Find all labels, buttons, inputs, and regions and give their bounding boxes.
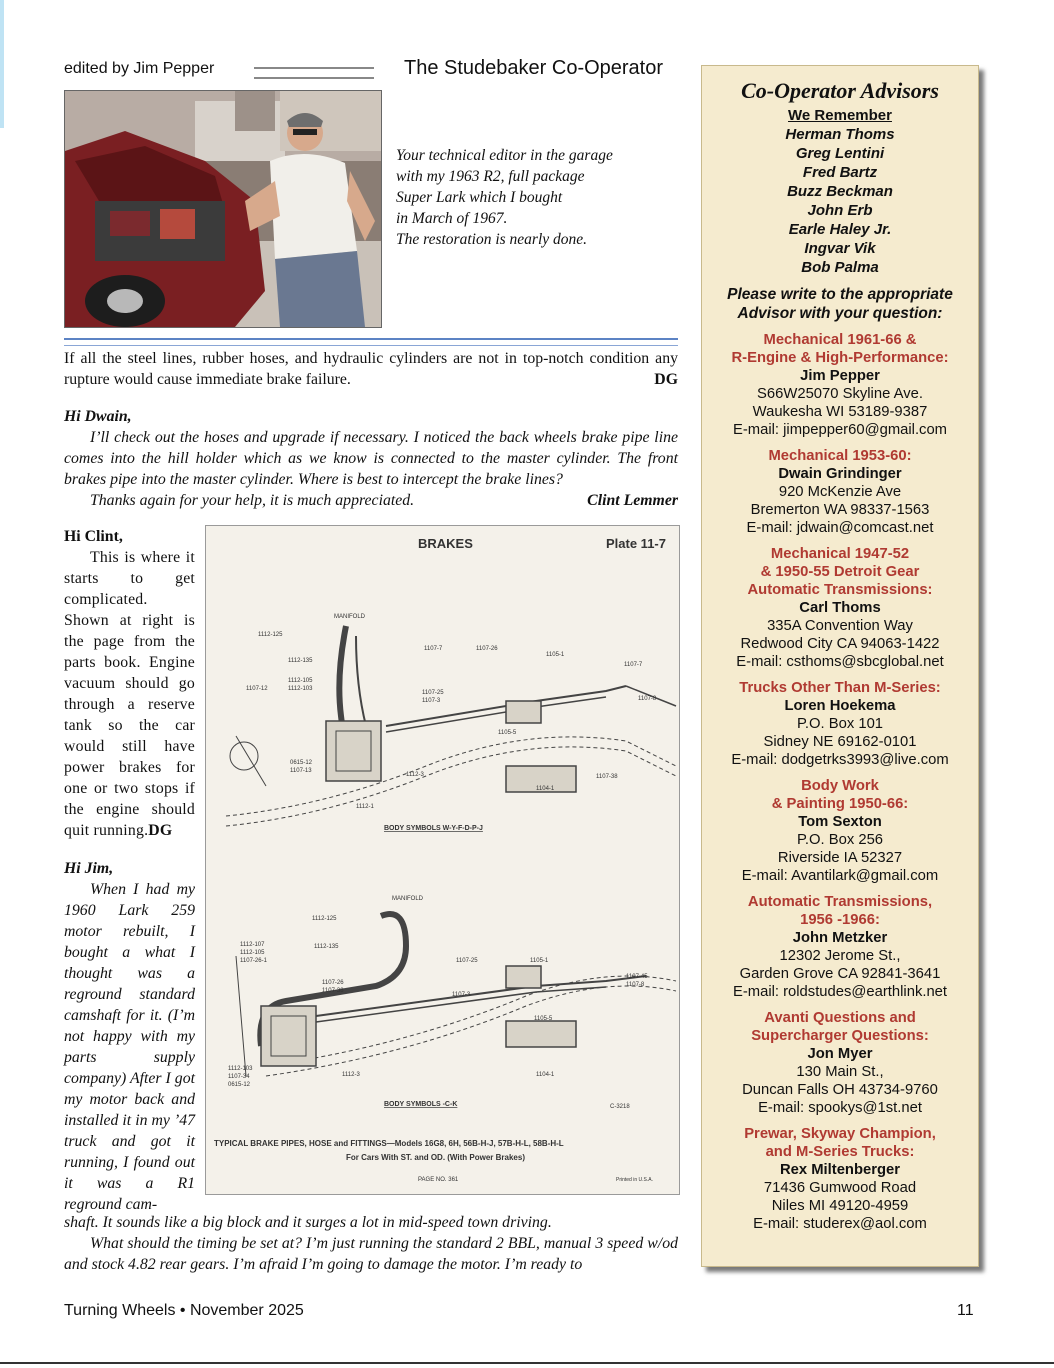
advisor-entry <box>702 331 978 439</box>
please-line: Please write to the appropriate <box>727 286 953 303</box>
advisor-category: and M-Series Trucks: <box>765 1144 915 1160</box>
letter-thanks: Thanks again for your help, it is much appreciated. <box>90 492 415 509</box>
advisor-entry <box>702 545 978 671</box>
advisor-email[interactable]: E-mail: roldstudes@earthlink.net <box>732 984 948 1000</box>
advisor-category: Mechanical 1947-52 <box>770 546 910 562</box>
advisor-entry <box>702 1125 978 1233</box>
part-label: 1105-5 <box>534 1016 553 1022</box>
advisor-address: Bremerton WA 98337-1563 <box>750 502 930 518</box>
letter2-body-2: What should the timing be set at? I’m just running the standard 2 BBL, manual 3 speed w/od and stock 4.82 rear gears. I’m afraid I’m going to damage the motor. I’m ready to <box>64 1235 678 1273</box>
remember-heading: We Remember <box>788 107 892 124</box>
advisor-address: S66W25070 Skyline Ave. <box>757 386 923 402</box>
advisor-address: 130 Main St., <box>796 1064 884 1080</box>
advisor-category: 1956 -1966: <box>800 912 880 928</box>
advisor-category: Supercharger Questions: <box>751 1028 929 1044</box>
body-symbols-bottom: BODY SYMBOLS -C-K <box>384 1101 458 1108</box>
letter2-body-narrow: When I had my 1960 Lark 259 motor rebuilt, I bought a what I thought was a reground standard camshaft for it. (I’m not happy with my parts supply company) After I got my motor back and installed it in my ’47 truck and got it running, I found out it was a R1 reground cam- <box>64 881 195 1213</box>
advisor-address: Waukesha WI 53189-9387 <box>752 404 928 420</box>
part-label: 1112-135 <box>314 944 339 950</box>
caption-line: Your technical editor in the garage <box>396 147 613 164</box>
part-label: 1107-25 <box>456 958 478 964</box>
caption-line: in March of 1967. <box>396 210 508 227</box>
letter-body: I’ll check out the hoses and upgrade if necessary. I noticed the back wheels brake pipe line comes into the hill holder which as we know is connected to the master cylinder. The front brakes pipe into the master cylinder. Where is best to intercept the brake lines? <box>64 429 678 488</box>
advisor-address: P.O. Box 256 <box>796 832 884 848</box>
part-label: 1112-3 <box>342 1072 360 1078</box>
please-line: Advisor with your question: <box>737 305 943 322</box>
part-label: 1112-3 <box>406 772 424 778</box>
part-label: 1107-8 <box>638 696 657 702</box>
advisor-entry <box>702 1009 978 1117</box>
advisor-name: Carl Thoms <box>799 600 881 616</box>
figure-caption-2: For Cars With ST. and OD. (With Power Brakes) <box>346 1153 525 1162</box>
advisor-category: & 1950-55 Detroit Gear <box>760 564 920 580</box>
part-label: 1107-26 <box>476 646 498 652</box>
advisor-category: Trucks Other Than M-Series: <box>739 680 941 696</box>
page-bottom-rule <box>0 1362 1054 1364</box>
part-label: 0615-12 <box>228 1082 251 1088</box>
advisor-address: Duncan Falls OH 43734-9760 <box>742 1082 938 1098</box>
part-label: 1104-1 <box>536 786 555 792</box>
intro-signature: DG <box>654 371 678 388</box>
letter-clint <box>64 406 678 511</box>
editor-credit: edited by Jim Pepper <box>64 60 215 77</box>
figure-code: C-3218 <box>610 1104 630 1110</box>
page-number: 11 <box>957 1302 974 1319</box>
caption-line: The restoration is nearly done. <box>396 231 588 248</box>
reply-signature: DG <box>148 822 173 839</box>
letter-signature: Clint Lemmer <box>587 492 678 509</box>
part-label: 1107-7 <box>424 646 443 652</box>
advisor-category: Automatic Transmissions, <box>747 894 933 910</box>
advisor-email[interactable]: E-mail: spookys@1st.net <box>758 1100 922 1116</box>
advisors-sidebar <box>701 65 979 1267</box>
advisor-category: Prewar, Skyway Champion, <box>744 1126 936 1142</box>
advisor-email[interactable]: E-mail: Avantilark@gmail.com <box>741 868 939 884</box>
letter-greeting: Hi Dwain, <box>64 408 132 425</box>
part-label: 1112-107 <box>240 942 265 948</box>
part-label: 1112-1 <box>356 804 374 810</box>
part-label: 1104-1 <box>536 1072 555 1078</box>
remember-name: Bob Palma <box>801 259 879 276</box>
advisor-name: Rex Miltenberger <box>779 1162 901 1178</box>
part-label: 1107-26-1 <box>240 958 267 964</box>
part-label: 1112-103 <box>288 686 313 692</box>
diagram-top <box>226 626 676 826</box>
remember-name: Earle Haley Jr. <box>788 221 892 238</box>
advisor-address: Niles MI 49120-4959 <box>771 1198 909 1214</box>
advisor-name: Loren Hoekema <box>784 698 896 714</box>
part-label: 1112-135 <box>288 658 313 664</box>
remember-name: John Erb <box>807 202 873 219</box>
part-label: 1107-8 <box>626 982 645 988</box>
part-label: 1112-103 <box>228 1066 253 1072</box>
remember-name: Fred Bartz <box>802 164 878 181</box>
sidebar-title: Co-Operator Advisors <box>741 78 939 103</box>
figure-page-no: PAGE NO. 361 <box>418 1177 459 1183</box>
advisor-entry <box>702 679 978 769</box>
garage-photo-illustration <box>65 91 381 327</box>
reply-greeting: Hi Clint, <box>64 528 123 545</box>
part-label: 1112-125 <box>312 916 337 922</box>
part-label: 1107-13 <box>290 768 312 774</box>
footer-publication: Turning Wheels • November 2025 <box>64 1302 304 1319</box>
advisor-entry <box>702 447 978 537</box>
advisor-email[interactable]: E-mail: csthoms@sbcglobal.net <box>736 654 944 670</box>
part-label: 1107-34 <box>228 1074 250 1080</box>
letter2-body-wide: shaft. It sounds like a big block and it surges a lot in mid-speed town driving. <box>64 1214 552 1231</box>
advisor-address: Riverside IA 52327 <box>777 850 903 866</box>
part-label: 1112-105 <box>240 950 265 956</box>
advisor-name: Jon Myer <box>807 1046 873 1062</box>
reply-dwain <box>64 526 195 841</box>
advisor-category: Mechanical 1961-66 & <box>763 332 917 348</box>
advisor-entry <box>702 777 978 885</box>
remember-name: Ingvar Vik <box>804 240 876 257</box>
part-label: 1107-25 <box>422 690 444 696</box>
advisor-address: 335A Convention Way <box>767 618 913 634</box>
part-label: 1107-38 <box>596 774 618 780</box>
header-rule <box>254 67 374 79</box>
column-title: The Studebaker Co-Operator <box>404 57 664 79</box>
advisor-email[interactable]: E-mail: studerex@aol.com <box>753 1216 927 1232</box>
garage-photo <box>64 90 382 328</box>
advisor-category: & Painting 1950-66: <box>771 796 909 812</box>
figure-plate: Plate 11-7 <box>606 536 666 551</box>
manifold-label: MANIFOLD <box>392 896 424 902</box>
advisor-address: 920 McKenzie Ave <box>778 484 902 500</box>
part-label: 1112-125 <box>258 632 283 638</box>
advisor-category: Mechanical 1953-60: <box>768 448 912 464</box>
advisor-name: John Metzker <box>792 930 888 946</box>
figure-caption-1: TYPICAL BRAKE PIPES, HOSE and FITTINGS—Models 16G8, 6H, 56B-H-J, 57B-H-L, 58B-H-L <box>214 1139 564 1148</box>
photo-caption <box>396 145 613 250</box>
letter2-greeting: Hi Jim, <box>64 860 114 877</box>
advisor-email[interactable]: E-mail: jdwain@comcast.net <box>746 520 934 536</box>
letter2-continued <box>64 1212 678 1275</box>
manifold-label: MANIFOLD <box>334 614 366 620</box>
advisor-name: Jim Pepper <box>800 368 880 384</box>
advisor-address: Sidney NE 69162-0101 <box>763 734 917 750</box>
part-label: 1107-3 <box>452 992 471 998</box>
advisor-address: 12302 Jerome St., <box>779 948 901 964</box>
advisor-email[interactable]: E-mail: dodgetrks3993@live.com <box>731 752 949 768</box>
advisor-category: Body Work <box>801 778 879 794</box>
remember-name: Greg Lentini <box>795 145 885 162</box>
brake-diagram <box>206 526 679 1194</box>
figure-printed: Printed in U.S.A. <box>616 1177 653 1183</box>
advisor-email[interactable]: E-mail: jimpepper60@gmail.com <box>732 422 948 438</box>
page-edge-tab <box>0 0 4 128</box>
advisor-name: Tom Sexton <box>798 814 882 830</box>
part-label: 1107-26 <box>322 980 344 986</box>
letter-thanks-line <box>64 490 678 511</box>
advisor-name: Dwain Grindinger <box>778 466 902 482</box>
advisor-address: P.O. Box 101 <box>796 716 884 732</box>
advisor-category: Avanti Questions and <box>764 1010 916 1026</box>
remember-name: Herman Thoms <box>785 126 895 143</box>
part-label: 1105-1 <box>546 652 565 658</box>
body-symbols-top: BODY SYMBOLS W-Y-F-D-P-J <box>384 825 483 832</box>
reply-body: This is where it starts to get complicated. Shown at right is the page from the parts book. Engine vacuum should go through a reserve tank so the car would still have power brakes for one or two stops if the engine should quit running. <box>64 549 195 839</box>
part-label: 1107-38 <box>322 988 344 994</box>
advisor-entry <box>702 893 978 1001</box>
caption-line: with my 1963 R2, full package <box>396 168 585 185</box>
intro-paragraph <box>64 348 678 390</box>
part-label: 1107-45 <box>626 974 648 980</box>
remember-list <box>702 125 978 277</box>
intro-text: If all the steel lines, rubber hoses, and hydraulic cylinders are not in top-notch condition any rupture would cause immediate brake failure. <box>64 350 678 388</box>
remember-name: Buzz Beckman <box>787 183 893 200</box>
letter-jim <box>64 858 195 1215</box>
advisor-address: 71436 Gumwood Road <box>763 1180 917 1196</box>
advisor-address: Redwood City CA 94063-1422 <box>740 636 940 652</box>
section-divider <box>64 338 678 346</box>
part-label: 1107-7 <box>624 662 643 668</box>
parts-book-figure <box>205 525 680 1195</box>
part-label: 1105-5 <box>498 730 517 736</box>
diagram-top-labels <box>246 614 657 810</box>
part-label: 0615-12 <box>290 760 313 766</box>
reply-body-wrap <box>64 547 195 841</box>
advisor-category: R-Engine & High-Performance: <box>731 350 949 366</box>
part-label: 1107-3 <box>422 698 441 704</box>
part-label: 1105-1 <box>530 958 549 964</box>
advisor-category: Automatic Transmissions: <box>747 582 933 598</box>
part-label: 1107-12 <box>246 686 268 692</box>
part-label: 1112-105 <box>288 678 313 684</box>
figure-title: BRAKES <box>418 536 473 551</box>
advisor-address: Garden Grove CA 92841-3641 <box>739 966 941 982</box>
please-write <box>702 285 978 323</box>
caption-line: Super Lark which I bought <box>396 189 563 206</box>
